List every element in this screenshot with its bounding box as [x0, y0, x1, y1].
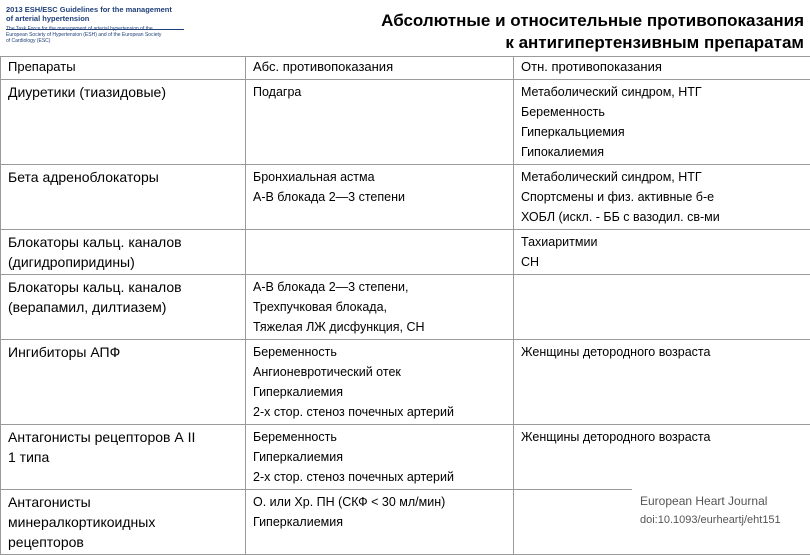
absolute-cell	[246, 275, 514, 340]
relative-cell-line: Женщины детородного возраста	[521, 342, 803, 362]
table-row	[1, 425, 810, 490]
drug-cell	[1, 340, 246, 425]
drug-cell-line: (дигидропиридины)	[8, 252, 238, 272]
absolute-cell	[246, 425, 514, 490]
absolute-cell-line: Гиперкалиемия	[253, 447, 506, 467]
relative-cell	[514, 230, 810, 275]
absolute-cell-line: Бронхиальная астма	[253, 167, 506, 187]
drug-cell-line: Антагонисты рецепторов А II	[8, 427, 238, 447]
column-header-absolute: Абс. противопоказания	[246, 57, 514, 80]
absolute-cell-line: Беременность	[253, 342, 506, 362]
relative-cell	[514, 165, 810, 230]
absolute-cell-line: А-В блокада 2—3 степени	[253, 187, 506, 207]
relative-cell-line: ХОБЛ (искл. - ББ с вазодил. св-ми	[521, 207, 803, 227]
absolute-cell-line: 2-х стор. стеноз почечных артерий	[253, 402, 506, 422]
drug-cell	[1, 230, 246, 275]
contraindications-table	[0, 56, 810, 555]
journal-name: European Heart Journal	[640, 494, 767, 508]
relative-cell-line: Беременность	[521, 102, 803, 122]
table-row	[1, 165, 810, 230]
absolute-cell-line: Трехпучковая блокада,	[253, 297, 506, 317]
drug-cell-line: Антагонисты	[8, 492, 238, 512]
slide-header	[0, 0, 810, 58]
absolute-cell	[246, 490, 514, 555]
slide-title	[284, 10, 804, 54]
table-row	[1, 340, 810, 425]
drug-cell-line: Ингибиторы АПФ	[8, 342, 238, 362]
slide-title-line: к антигипертензивным препаратам	[284, 32, 804, 54]
journal-doi: doi:10.1093/eurheartj/eht151	[640, 514, 781, 526]
drug-cell-line: Бета адреноблокаторы	[8, 167, 238, 187]
relative-cell-line: Женщины детородного возраста	[521, 427, 803, 447]
guideline-reference	[6, 5, 196, 44]
relative-cell-line: Гиперкальциемия	[521, 122, 803, 142]
absolute-cell-line: Гиперкалиемия	[253, 512, 506, 532]
journal-citation	[632, 488, 810, 540]
relative-cell-line: Спортсмены и физ. активные б-е	[521, 187, 803, 207]
relative-cell-line: Метаболический синдром, НТГ	[521, 167, 803, 187]
column-header-relative: Отн. противопоказания	[514, 57, 810, 80]
drug-cell	[1, 275, 246, 340]
relative-cell-line: Метаболический синдром, НТГ	[521, 82, 803, 102]
column-header-drugs: Препараты	[1, 57, 246, 80]
table-row	[1, 275, 810, 340]
absolute-cell-line: Гиперкалиемия	[253, 382, 506, 402]
relative-cell-line: Гипокалиемия	[521, 142, 803, 162]
drug-cell-line: минералкортикоидных	[8, 512, 238, 532]
guideline-body-line: European Society of Hypertension (ESH) and of the European Society	[6, 32, 196, 38]
absolute-cell-line: Тяжелая ЛЖ дисфункция, СН	[253, 317, 506, 337]
drug-cell-line: Блокаторы кальц. каналов	[8, 232, 238, 252]
drug-cell	[1, 80, 246, 165]
drug-cell-line: Диуретики (тиазидовые)	[8, 82, 238, 102]
table-body	[1, 80, 810, 555]
drug-cell-line: рецепторов	[8, 532, 238, 552]
absolute-cell-line: Ангионевротический отек	[253, 362, 506, 382]
drug-cell-line: 1 типа	[8, 447, 238, 467]
drug-cell-line: Блокаторы кальц. каналов	[8, 277, 238, 297]
guideline-title-line: of arterial hypertension	[6, 14, 196, 23]
relative-cell	[514, 340, 810, 425]
absolute-cell	[246, 165, 514, 230]
guideline-title-line: 2013 ESH/ESC Guidelines for the management	[6, 5, 196, 14]
absolute-cell-line: А-В блокада 2—3 степени,	[253, 277, 506, 297]
relative-cell-line: СН	[521, 252, 803, 272]
slide-title-line: Абсолютные и относительные противопоказания	[284, 10, 804, 32]
drug-cell	[1, 490, 246, 555]
drug-cell-line: (верапамил, дилтиазем)	[8, 297, 238, 317]
table-header-row	[1, 57, 810, 80]
absolute-cell-line: О. или Хр. ПН (СКФ < 30 мл/мин)	[253, 492, 506, 512]
absolute-cell-line: Беременность	[253, 427, 506, 447]
guideline-divider	[6, 29, 184, 30]
table-row	[1, 80, 810, 165]
absolute-cell	[246, 230, 514, 275]
relative-cell	[514, 425, 810, 490]
absolute-cell	[246, 80, 514, 165]
guideline-title	[6, 5, 196, 23]
guideline-body-line: of Cardiology (ESC)	[6, 38, 196, 44]
absolute-cell-line: 2-х стор. стеноз почечных артерий	[253, 467, 506, 487]
table-row	[1, 230, 810, 275]
absolute-cell-line: Подагра	[253, 82, 506, 102]
drug-cell	[1, 425, 246, 490]
absolute-cell	[246, 340, 514, 425]
relative-cell	[514, 275, 810, 340]
relative-cell	[514, 80, 810, 165]
relative-cell-line: Тахиаритмии	[521, 232, 803, 252]
drug-cell	[1, 165, 246, 230]
